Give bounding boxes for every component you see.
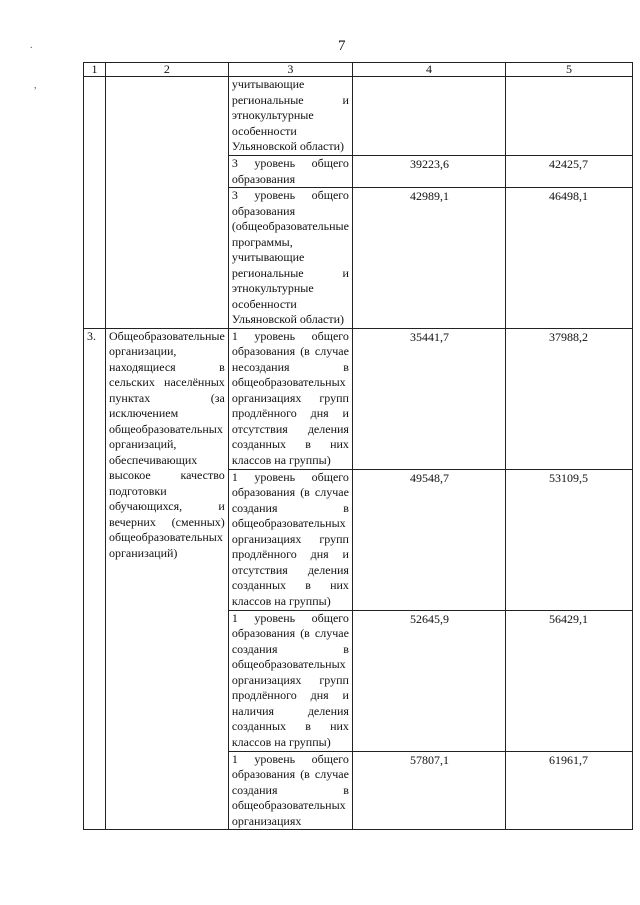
table-row <box>84 328 633 469</box>
row-number-cell: 3. <box>84 328 106 830</box>
standards-table <box>83 62 633 830</box>
organization-cell <box>106 77 229 329</box>
value-cell-col5: 42425,7 <box>505 156 632 188</box>
value-cell-col5: 56429,1 <box>505 610 632 751</box>
header-row <box>84 63 633 77</box>
value-cell-col4: 57807,1 <box>352 751 505 830</box>
table-row <box>84 77 633 156</box>
education-level-cell: учитывающие региональные и этнокультурные особенности Ульяновской области) <box>228 77 352 156</box>
value-cell-col4 <box>352 77 505 156</box>
value-cell-col4: 52645,9 <box>352 610 505 751</box>
education-level-cell: 1 уровень общего образования (в случае создания в общеобразовательных организациях групп продлённого дня и отсутствия деления созданных в них классов на группы) <box>228 469 352 610</box>
value-cell-col4: 49548,7 <box>352 469 505 610</box>
education-level-cell: 1 уровень общего образования (в случае несоздания в общеобразовательных организациях групп продлённого дня и отсутствия деления созданных в них классов на группы) <box>228 328 352 469</box>
value-cell-col5: 46498,1 <box>505 188 632 329</box>
education-level-cell: 3 уровень общего образования (общеобразовательные программы, учитывающие региональные и этнокультурные особенности Ульяновской области) <box>228 188 352 329</box>
column-header: 2 <box>106 63 229 77</box>
margin-mark: , <box>34 80 37 91</box>
value-cell-col4: 42989,1 <box>352 188 505 329</box>
education-level-cell: 1 уровень общего образования (в случае создания в общеобразовательных организациях групп продлённого дня и наличия деления созданных в них классов на группы) <box>228 610 352 751</box>
value-cell-col5: 37988,2 <box>505 328 632 469</box>
margin-mark: . <box>30 40 33 51</box>
education-level-cell: 1 уровень общего образования (в случае создания в общеобразовательных организациях <box>228 751 352 830</box>
organization-cell: Общеобразовательные организации, находящиеся в сельских населённых пунктах (за исключением общеобразовательных организаций, обеспечивающих высокое качество подготовки обучающихся, и вечерних (сменных) общеобразовательных организаций) <box>106 328 229 830</box>
value-cell-col5 <box>505 77 632 156</box>
column-header: 5 <box>505 63 632 77</box>
value-cell-col5: 61961,7 <box>505 751 632 830</box>
education-level-cell: 3 уровень общего образования <box>228 156 352 188</box>
column-header: 4 <box>352 63 505 77</box>
column-header: 3 <box>228 63 352 77</box>
value-cell-col4: 35441,7 <box>352 328 505 469</box>
row-number-cell <box>84 77 106 329</box>
value-cell-col4: 39223,6 <box>352 156 505 188</box>
value-cell-col5: 53109,5 <box>505 469 632 610</box>
page-number: 7 <box>338 38 346 54</box>
column-header: 1 <box>84 63 106 77</box>
